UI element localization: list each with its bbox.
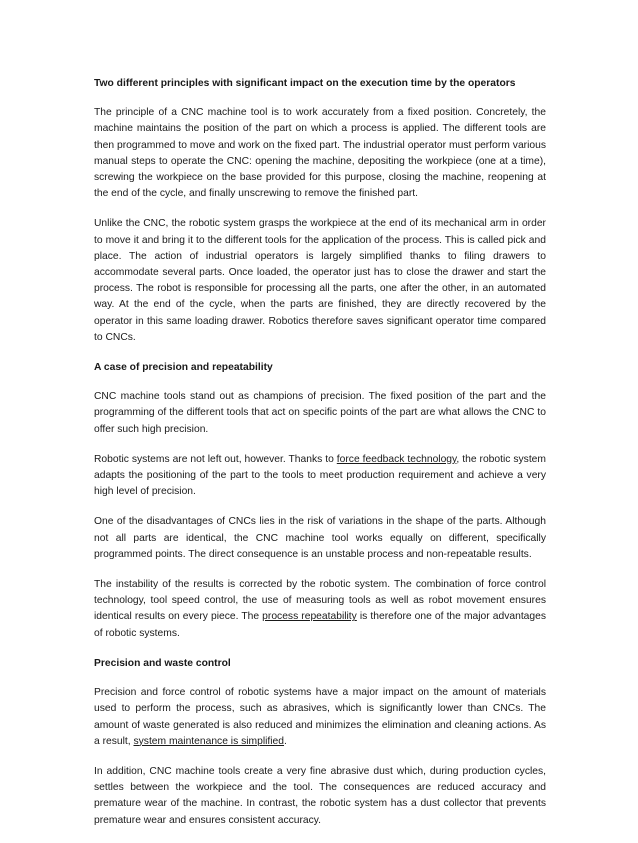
paragraph-robotic-pick-and-place: Unlike the CNC, the robotic system grasps the workpiece at the end of its mechanical arm in order to move it and bring it to the different tools for the application of the process. This is called pick and place. The action of industrial operators is largely simplified thanks to filing drawers to accommodate several parts. Once loaded, the operator just has to close the drawer and start the process. The robot is responsible for processing all the parts, one after the other, in an automated way. At the end of the cycle, when the parts are finished, they are directly recovered by the operator in this same loading drawer. Robotics therefore saves significant operator time compared to CNCs. xyxy=(94,218,546,343)
system-maintenance-link[interactable]: system maintenance is simplified xyxy=(133,735,285,747)
force-feedback-technology-link[interactable]: force feedback technology xyxy=(336,453,457,465)
paragraph-cnc-principle: The principle of a CNC machine tool is to work accurately from a fixed position. Concretely, the machine maintains the position of the part on which a process is applied. The different tools are then programmed to move and work on the fixed part. The industrial operator must perform various manual steps to operate the CNC: opening the machine, depositing the workpiece (one at a time), screwing the workpiece on the base provided for this purpose, closing the machine, reopening at the end of the cycle, and finally unscrewing to remove the finished part. xyxy=(94,107,546,200)
section-heading-execution-time: Two different principles with significant impact on the execution time by the operators xyxy=(94,78,516,89)
document-body xyxy=(94,76,546,843)
section-heading-waste-control: Precision and waste control xyxy=(94,657,231,669)
paragraph-robotic-force-feedback xyxy=(94,452,546,501)
paragraph-force-control-waste xyxy=(94,685,546,750)
section-heading-precision-repeatability: A case of precision and repeatability xyxy=(94,362,273,374)
paragraph-text: Precision and force control of robotic systems have a major impact on the amount of materials used to perform the process, such as abrasives, which is significantly lower than CNCs. The amount of waste generated is also reduced and minimizes the elimination and cleaning actions. As a result, xyxy=(94,687,546,747)
paragraph-text: . xyxy=(284,735,287,747)
paragraph-text: The instability of the results is corrected by the robotic system. The combination of force control technology, tool speed control, the use of measuring tools as well as robot movement ensures identical results on every piece. The xyxy=(94,579,546,623)
paragraph-text: is therefore one of the major advantages of robotic systems. xyxy=(94,611,547,639)
paragraph-cnc-precision: CNC machine tools stand out as champions of precision. The fixed position of the part and the programming of the different tools that act on specific points of the part are what allows the CNC to offer such high precision. xyxy=(94,391,546,435)
process-repeatability-link[interactable]: process repeatability xyxy=(262,611,357,623)
paragraph-text: , the robotic system adapts the positioning of the part to the tools to meet production requirement and achieve a very high level of precision. xyxy=(94,453,546,498)
paragraph-instability-corrected xyxy=(94,577,546,642)
paragraph-text: Robotic systems are not left out, however. Thanks to xyxy=(94,453,337,465)
paragraph-cnc-disadvantages: One of the disadvantages of CNCs lies in the risk of variations in the shape of the parts. Although not all parts are identical, the CNC machine tool works equally on different, specifically programmed points. The direct consequence is an unstable process and non-repeatable results. xyxy=(94,516,546,560)
paragraph-abrasive-dust: In addition, CNC machine tools create a very fine abrasive dust which, during production cycles, settles between the workpiece and the tool. The consequences are reduced accuracy and premature wear of the machine. In contrast, the robotic system has a dust collector that prevents premature wear and ensures consistent accuracy. xyxy=(94,765,546,826)
